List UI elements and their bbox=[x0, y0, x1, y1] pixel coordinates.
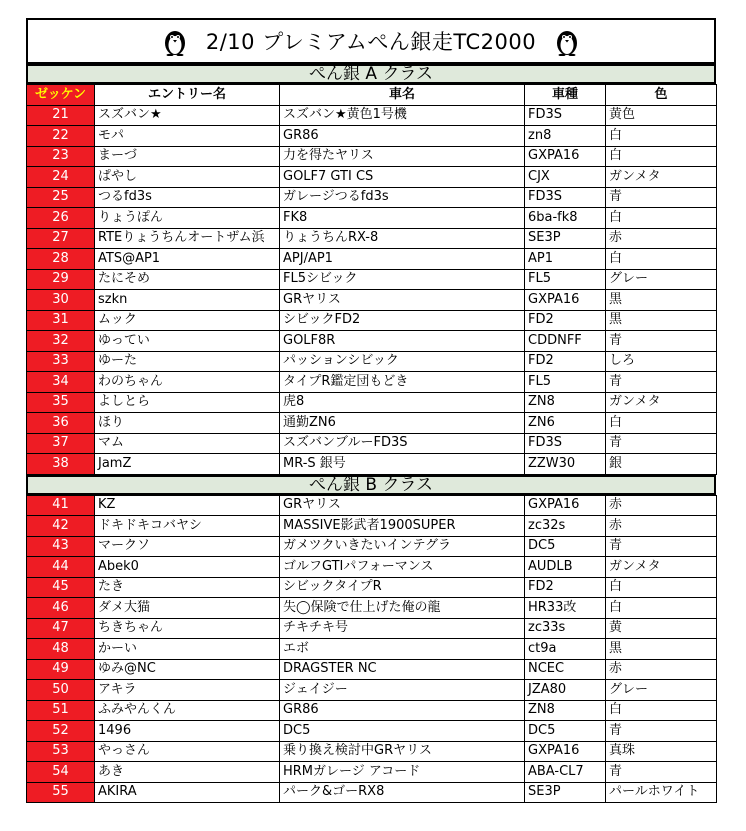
entry-name: 1496 bbox=[95, 721, 280, 742]
entry-name: よしとら bbox=[95, 392, 280, 413]
entry-name: りょうぽん bbox=[95, 208, 280, 229]
car-color: 黒 bbox=[606, 290, 717, 311]
car-color: 黒 bbox=[606, 639, 717, 660]
class-a-table bbox=[26, 84, 717, 475]
class-b-table bbox=[26, 495, 717, 804]
car-name: MR-S 銀号 bbox=[280, 454, 525, 475]
entry-number: 38 bbox=[27, 454, 95, 475]
car-name: チキチキ号 bbox=[280, 618, 525, 639]
entry-number: 52 bbox=[27, 721, 95, 742]
car-name: 力を得たヤリス bbox=[280, 146, 525, 167]
table-row bbox=[27, 516, 717, 537]
table-row bbox=[27, 208, 717, 229]
table-row bbox=[27, 577, 717, 598]
car-name: GRヤリス bbox=[280, 495, 525, 516]
entry-name: たにそめ bbox=[95, 269, 280, 290]
entry-number: 55 bbox=[27, 782, 95, 803]
header-entry-name: エントリー名 bbox=[95, 85, 280, 106]
entry-number: 43 bbox=[27, 536, 95, 557]
car-color: 赤 bbox=[606, 228, 717, 249]
car-name: GRヤリス bbox=[280, 290, 525, 311]
entry-number: 47 bbox=[27, 618, 95, 639]
entry-name: Abek0 bbox=[95, 557, 280, 578]
car-color: 青 bbox=[606, 331, 717, 352]
class-b-header: ぺん銀 B クラス bbox=[26, 475, 716, 495]
car-color: 黒 bbox=[606, 310, 717, 331]
car-model: CJX bbox=[525, 167, 606, 188]
car-color: 赤 bbox=[606, 659, 717, 680]
entry-number: 54 bbox=[27, 762, 95, 783]
car-model: FD2 bbox=[525, 310, 606, 331]
car-name: パーク&ゴーRX8 bbox=[280, 782, 525, 803]
table-row bbox=[27, 741, 717, 762]
entry-name: マム bbox=[95, 433, 280, 454]
car-name: FL5シビック bbox=[280, 269, 525, 290]
entry-number: 42 bbox=[27, 516, 95, 537]
table-row bbox=[27, 167, 717, 188]
table-row bbox=[27, 187, 717, 208]
table-row bbox=[27, 331, 717, 352]
table-row bbox=[27, 598, 717, 619]
table-row bbox=[27, 762, 717, 783]
entry-name: ダメ大猫 bbox=[95, 598, 280, 619]
entry-name: AKIRA bbox=[95, 782, 280, 803]
entry-number: 50 bbox=[27, 680, 95, 701]
car-name: 虎8 bbox=[280, 392, 525, 413]
entry-number: 34 bbox=[27, 372, 95, 393]
car-model: ZN8 bbox=[525, 392, 606, 413]
car-model: HR33改 bbox=[525, 598, 606, 619]
entry-number: 44 bbox=[27, 557, 95, 578]
table-row bbox=[27, 228, 717, 249]
entry-number: 48 bbox=[27, 639, 95, 660]
car-color: 青 bbox=[606, 372, 717, 393]
car-name: GOLF7 GTI CS bbox=[280, 167, 525, 188]
entry-number: 46 bbox=[27, 598, 95, 619]
car-color: 白 bbox=[606, 249, 717, 270]
table-row bbox=[27, 618, 717, 639]
car-name: GOLF8R bbox=[280, 331, 525, 352]
car-name: DRAGSTER NC bbox=[280, 659, 525, 680]
car-color: 白 bbox=[606, 598, 717, 619]
table-row bbox=[27, 495, 717, 516]
car-name: シビックFD2 bbox=[280, 310, 525, 331]
car-name: ガレージつるfd3s bbox=[280, 187, 525, 208]
car-color: 白 bbox=[606, 700, 717, 721]
entry-number: 24 bbox=[27, 167, 95, 188]
entry-name: やっさん bbox=[95, 741, 280, 762]
car-color: パールホワイト bbox=[606, 782, 717, 803]
entry-name: ちきちゃん bbox=[95, 618, 280, 639]
entry-number: 51 bbox=[27, 700, 95, 721]
entry-number: 49 bbox=[27, 659, 95, 680]
entry-name: ドキドキコバヤシ bbox=[95, 516, 280, 537]
car-color: 白 bbox=[606, 208, 717, 229]
entry-number: 27 bbox=[27, 228, 95, 249]
table-row bbox=[27, 249, 717, 270]
entry-number: 21 bbox=[27, 105, 95, 126]
car-color: 白 bbox=[606, 577, 717, 598]
table-row bbox=[27, 721, 717, 742]
table-row bbox=[27, 680, 717, 701]
car-name: DC5 bbox=[280, 721, 525, 742]
car-model: AUDLB bbox=[525, 557, 606, 578]
car-color: 白 bbox=[606, 146, 717, 167]
table-row bbox=[27, 351, 717, 372]
car-name: APJ/AP1 bbox=[280, 249, 525, 270]
car-color: 青 bbox=[606, 187, 717, 208]
car-color: 黄 bbox=[606, 618, 717, 639]
car-model: FL5 bbox=[525, 372, 606, 393]
car-color: 青 bbox=[606, 536, 717, 557]
car-name: ガメツクいきたいインテグラ bbox=[280, 536, 525, 557]
car-model: FD3S bbox=[525, 187, 606, 208]
car-name: エボ bbox=[280, 639, 525, 660]
entry-name: RTEりょうちんオートザム浜 bbox=[95, 228, 280, 249]
car-model: GXPA16 bbox=[525, 741, 606, 762]
entry-number: 25 bbox=[27, 187, 95, 208]
car-name: タイプR鑑定団もどき bbox=[280, 372, 525, 393]
table-row bbox=[27, 700, 717, 721]
entry-number: 29 bbox=[27, 269, 95, 290]
entry-name: わのちゃん bbox=[95, 372, 280, 393]
entry-name: ゆみ@NC bbox=[95, 659, 280, 680]
car-color: 青 bbox=[606, 762, 717, 783]
entry-number: 33 bbox=[27, 351, 95, 372]
car-color: 白 bbox=[606, 413, 717, 434]
car-color: 赤 bbox=[606, 516, 717, 537]
table-row bbox=[27, 782, 717, 803]
car-color: 赤 bbox=[606, 495, 717, 516]
entry-name: アキラ bbox=[95, 680, 280, 701]
car-model: DC5 bbox=[525, 721, 606, 742]
entry-name: KZ bbox=[95, 495, 280, 516]
car-name: HRMガレージ アコード bbox=[280, 762, 525, 783]
car-name: りょうちんRX-8 bbox=[280, 228, 525, 249]
car-color: 青 bbox=[606, 433, 717, 454]
car-model: NCEC bbox=[525, 659, 606, 680]
table-row bbox=[27, 372, 717, 393]
car-model: FD2 bbox=[525, 351, 606, 372]
table-row bbox=[27, 659, 717, 680]
class-a-header: ぺん銀 A クラス bbox=[26, 64, 716, 84]
entry-number: 35 bbox=[27, 392, 95, 413]
entry-name: ムック bbox=[95, 310, 280, 331]
entry-number: 22 bbox=[27, 126, 95, 147]
entry-number: 36 bbox=[27, 413, 95, 434]
car-model: zn8 bbox=[525, 126, 606, 147]
car-color: ガンメタ bbox=[606, 392, 717, 413]
car-color: 青 bbox=[606, 721, 717, 742]
table-row bbox=[27, 126, 717, 147]
entry-name: ゆってい bbox=[95, 331, 280, 352]
entry-name: ATS@AP1 bbox=[95, 249, 280, 270]
car-name: 通勤ZN6 bbox=[280, 413, 525, 434]
header-car-name: 車名 bbox=[280, 85, 525, 106]
car-model: FD3S bbox=[525, 105, 606, 126]
entry-name: ぱやし bbox=[95, 167, 280, 188]
table-row bbox=[27, 290, 717, 311]
car-name: 失◯保険で仕上げた俺の龍 bbox=[280, 598, 525, 619]
car-name: GR86 bbox=[280, 700, 525, 721]
entry-name: モパ bbox=[95, 126, 280, 147]
car-name: パッションシビック bbox=[280, 351, 525, 372]
car-model: DC5 bbox=[525, 536, 606, 557]
car-model: ct9a bbox=[525, 639, 606, 660]
table-row bbox=[27, 454, 717, 475]
car-name: ゴルフGTIパフォーマンス bbox=[280, 557, 525, 578]
table-row bbox=[27, 557, 717, 578]
table-row bbox=[27, 310, 717, 331]
entry-number: 41 bbox=[27, 495, 95, 516]
car-model: zc33s bbox=[525, 618, 606, 639]
car-model: SE3P bbox=[525, 782, 606, 803]
entry-name: まーづ bbox=[95, 146, 280, 167]
table-header-row bbox=[27, 85, 717, 106]
car-name: スズバン★黄色1号機 bbox=[280, 105, 525, 126]
car-model: GXPA16 bbox=[525, 146, 606, 167]
entry-name: マークソ bbox=[95, 536, 280, 557]
car-model: ZZW30 bbox=[525, 454, 606, 475]
table-row bbox=[27, 413, 717, 434]
car-name: 乗り換え検討中GRヤリス bbox=[280, 741, 525, 762]
entry-number: 28 bbox=[27, 249, 95, 270]
car-model: ZN6 bbox=[525, 413, 606, 434]
car-color: 真珠 bbox=[606, 741, 717, 762]
page-title: 2/10 プレミアムぺん銀走TC2000 bbox=[205, 30, 537, 54]
car-model: zc32s bbox=[525, 516, 606, 537]
table-row bbox=[27, 433, 717, 454]
entry-number: 37 bbox=[27, 433, 95, 454]
car-model: ABA-CL7 bbox=[525, 762, 606, 783]
car-color: 黄色 bbox=[606, 105, 717, 126]
table-row bbox=[27, 639, 717, 660]
car-model: GXPA16 bbox=[525, 495, 606, 516]
car-color: 白 bbox=[606, 126, 717, 147]
car-model: SE3P bbox=[525, 228, 606, 249]
entry-name: JamZ bbox=[95, 454, 280, 475]
car-color: ガンメタ bbox=[606, 557, 717, 578]
car-model: 6ba-fk8 bbox=[525, 208, 606, 229]
penguin-icon bbox=[554, 26, 580, 56]
entry-number: 31 bbox=[27, 310, 95, 331]
header-color: 色 bbox=[606, 85, 717, 106]
car-color: グレー bbox=[606, 269, 717, 290]
entry-name: ゆーた bbox=[95, 351, 280, 372]
table-row bbox=[27, 392, 717, 413]
table-row bbox=[27, 269, 717, 290]
car-name: シビックタイプR bbox=[280, 577, 525, 598]
entry-number: 26 bbox=[27, 208, 95, 229]
entry-name: かーい bbox=[95, 639, 280, 660]
car-model: JZA80 bbox=[525, 680, 606, 701]
car-color: 銀 bbox=[606, 454, 717, 475]
entry-number: 30 bbox=[27, 290, 95, 311]
header-number: ゼッケン bbox=[27, 85, 95, 106]
entry-number: 32 bbox=[27, 331, 95, 352]
entry-name: たき bbox=[95, 577, 280, 598]
car-model: FD3S bbox=[525, 433, 606, 454]
entry-name: szkn bbox=[95, 290, 280, 311]
entry-name: スズバン★ bbox=[95, 105, 280, 126]
header-car-model: 車種 bbox=[525, 85, 606, 106]
entry-name: あき bbox=[95, 762, 280, 783]
car-name: GR86 bbox=[280, 126, 525, 147]
car-name: スズバンブルーFD3S bbox=[280, 433, 525, 454]
car-name: FK8 bbox=[280, 208, 525, 229]
penguin-icon bbox=[162, 26, 188, 56]
car-color: ガンメタ bbox=[606, 167, 717, 188]
entry-number: 45 bbox=[27, 577, 95, 598]
car-color: グレー bbox=[606, 680, 717, 701]
car-color: しろ bbox=[606, 351, 717, 372]
entry-name: ほり bbox=[95, 413, 280, 434]
car-model: AP1 bbox=[525, 249, 606, 270]
car-model: GXPA16 bbox=[525, 290, 606, 311]
entry-number: 23 bbox=[27, 146, 95, 167]
car-name: ジェイジー bbox=[280, 680, 525, 701]
table-row bbox=[27, 105, 717, 126]
entry-number: 53 bbox=[27, 741, 95, 762]
car-name: MASSIVE影武者1900SUPER bbox=[280, 516, 525, 537]
car-model: ZN8 bbox=[525, 700, 606, 721]
entry-name: ふみやんくん bbox=[95, 700, 280, 721]
entry-name: つるfd3s bbox=[95, 187, 280, 208]
table-row bbox=[27, 146, 717, 167]
car-model: CDDNFF bbox=[525, 331, 606, 352]
entry-sheet bbox=[26, 18, 716, 803]
title-bar bbox=[26, 18, 716, 64]
table-row bbox=[27, 536, 717, 557]
car-model: FL5 bbox=[525, 269, 606, 290]
car-model: FD2 bbox=[525, 577, 606, 598]
